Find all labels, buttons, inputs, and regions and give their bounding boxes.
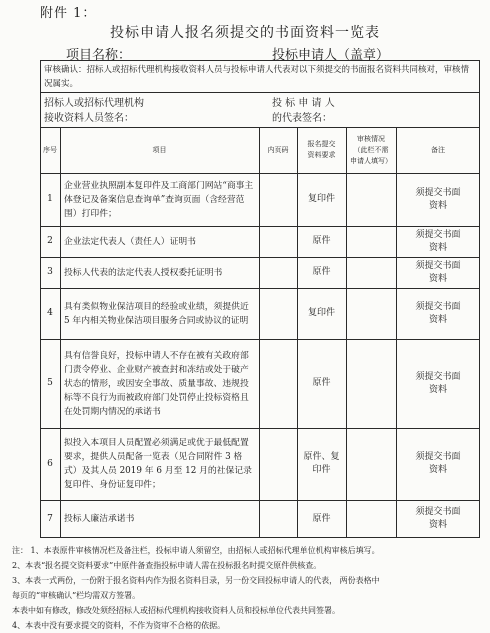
note-line: 本表中如有修改，修改处须经招标人或招标代理机构接收资料人员和投标单位代表共同签署。 — [12, 606, 340, 615]
row-item: 投标人廉洁承诺书 — [64, 514, 135, 524]
row-requirement: 复印件 — [307, 194, 335, 204]
row-requirement: 原件 — [312, 513, 331, 524]
row-requirement: 原件 — [312, 267, 331, 277]
row-remark: 须提交书面资料 — [415, 301, 461, 325]
header-pages: 内页码 — [267, 145, 289, 154]
note-line: 每页的“审核确认”栏均需双方签署。 — [12, 591, 141, 600]
header-review-line: 申请人填写） — [350, 156, 392, 165]
row-number: 1 — [47, 194, 53, 204]
note-line: 注： 1、本表原件审核情况栏及备注栏，投标申请人须留空，由招标人或招标代理单位机构审核后填写。 — [12, 546, 380, 555]
row-number: 5 — [47, 378, 53, 388]
row-requirement: 原件 — [312, 236, 331, 246]
header-review — [346, 127, 396, 173]
row-remark: 须提交书面资料 — [415, 229, 461, 253]
note-line: 2、本表“报名提交资料要求”中原件备查指投标申请人需在投标报名时提交原件供核查。 — [12, 561, 322, 570]
row-number: 7 — [47, 513, 53, 524]
header-remark: 备注 — [431, 145, 445, 154]
row-remark: 须提交书面资料 — [415, 452, 461, 475]
row-item: 具有信誉良好，投标申请人不存在被有关政府部门责令停业、企业财产被查封和冻结或处于破产状态的情形，或因安全事故、质量事故、违规投标等不良行为而被政府部门处罚停止投标资格且在处罚期内情况的承诺书 — [64, 350, 249, 417]
project-name-label: 项目名称： — [66, 48, 132, 63]
row-number: 6 — [47, 458, 53, 469]
divider — [40, 92, 480, 93]
column-divider — [346, 127, 347, 538]
header-no: 序号 — [43, 145, 57, 154]
row-remark: 须提交书面资料 — [415, 507, 461, 530]
row-remark: 须提交书面资料 — [415, 187, 461, 211]
review-confirm-text: 审核确认：招标人或招标代理机构接收资料人员与投标申请人代表对以下须提交的书面报名资料共同核对，审核情况属实。 — [44, 65, 470, 89]
header-requirement — [297, 127, 346, 173]
column-divider — [259, 127, 260, 538]
row-requirement: 原件、复印件 — [303, 452, 340, 475]
row-item: 投标人代表的法定代表人授权委托证明书 — [64, 267, 223, 278]
applicant-seal-label: 投标申请人（盖章） — [272, 48, 390, 63]
header-item: 项目 — [152, 145, 167, 154]
sign-right-1: 投 标 申 请 人 — [272, 98, 335, 109]
note-line: 4、本表中没有要求提交的资料，不作为资审不合格的依据。 — [12, 621, 226, 630]
header-review-line: （此栏不需 — [353, 145, 389, 154]
sign-left-1: 招标人或招标代理机构 — [44, 98, 144, 109]
header-review-line: 审核情况 — [357, 134, 385, 143]
sign-left-2: 接收资料人员签名： — [44, 113, 134, 124]
row-number: 4 — [47, 308, 53, 318]
row-remark: 须提交书面资料 — [415, 260, 461, 284]
header-requirement-line: 资料要求 — [307, 151, 336, 159]
header-requirement-line: 报名提交 — [307, 140, 336, 148]
row-requirement: 原件 — [312, 378, 331, 388]
row-remark: 须提交书面资料 — [415, 371, 461, 395]
row-item: 具有类似物业保洁项目的经验或业绩，须提供近 5 年内相关物业保洁项目服务合同或协议的证明 — [64, 301, 249, 326]
document-title: 投标申请人报名须提交的书面资料一览表 — [110, 25, 380, 41]
row-number: 2 — [47, 236, 53, 246]
row-item: 企业营业执照副本复印件及工商部门网站“商事主体登记及备案信息查询单”查询页面（含经营范围）打印件； — [64, 180, 254, 219]
row-requirement: 复印件 — [307, 308, 335, 318]
row-item: 企业法定代表人（责任人）证明书 — [64, 236, 196, 247]
attachment-label: 附件 1： — [40, 6, 97, 21]
row-number: 3 — [47, 267, 53, 277]
row-item: 拟投入本项目人员配置必须满足或优于最低配置要求，提供人员配备一览表（见合同附件 3 格式）及其人员 2019 年 6 月至 12 月的社保记录复印件、身份证复印件； — [64, 438, 252, 490]
sign-right-2: 的代表签名： — [272, 113, 332, 124]
note-line: 3、本表一式两份，一份附于报名资料内作为报名资料目录，另一份交回投标申请人的代表， 两份表格中 — [12, 576, 380, 585]
notes-section — [12, 543, 482, 633]
